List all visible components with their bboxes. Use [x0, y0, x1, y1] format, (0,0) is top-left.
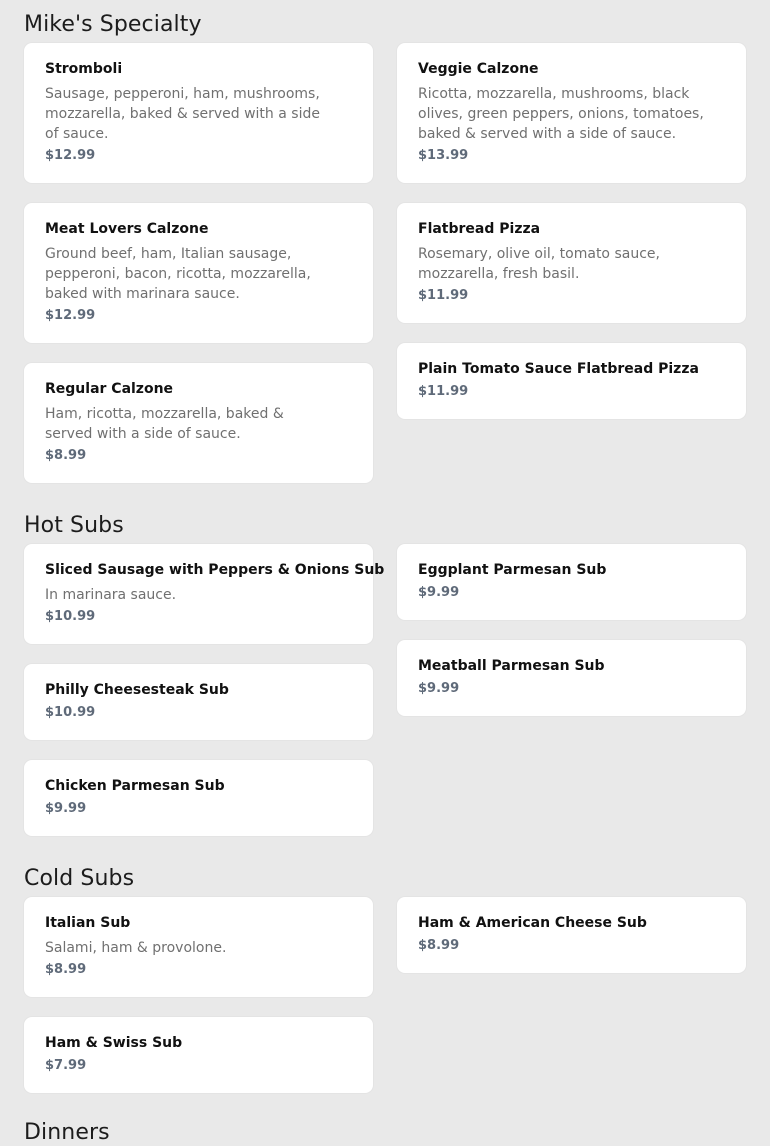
item-description: Salami, ham & provolone. — [45, 940, 227, 956]
menu-item-card[interactable] — [397, 897, 746, 973]
item-price: $8.99 — [45, 448, 87, 463]
menu-item-card[interactable] — [397, 343, 746, 419]
item-description: Ricotta, mozzarella, mushrooms, black olives, green peppers, onions, tomatoes, baked & served with a side of sauce. — [418, 86, 704, 142]
menu-item-card[interactable] — [397, 640, 746, 716]
menu-item-card[interactable] — [24, 760, 373, 836]
item-name: Philly Cheesesteak Sub — [45, 682, 229, 698]
item-name: Plain Tomato Sauce Flatbread Pizza — [418, 361, 699, 377]
menu-item-card[interactable] — [397, 203, 746, 323]
item-description: Ground beef, ham, Italian sausage, pepperoni, bacon, ricotta, mozzarella, baked with marinara sauce. — [45, 246, 311, 302]
item-price: $8.99 — [45, 962, 87, 977]
menu-item-card[interactable] — [24, 363, 373, 483]
menu-item-card[interactable] — [24, 664, 373, 740]
item-name: Stromboli — [45, 61, 123, 77]
section-title-mikes-specialty: Mike's Specialty — [24, 12, 202, 37]
menu-item-card[interactable] — [397, 43, 746, 183]
item-name: Meat Lovers Calzone — [45, 221, 209, 237]
item-price: $10.99 — [45, 609, 96, 624]
menu-item-card[interactable] — [24, 1017, 373, 1093]
item-price: $8.99 — [418, 938, 460, 953]
item-price: $10.99 — [45, 705, 96, 720]
item-price: $9.99 — [418, 681, 460, 696]
item-description: Sausage, pepperoni, ham, mushrooms, mozzarella, baked & served with a side of sauce. — [45, 86, 320, 142]
item-name: Eggplant Parmesan Sub — [418, 562, 607, 578]
section-title-dinners: Dinners — [24, 1120, 110, 1145]
item-price: $11.99 — [418, 384, 469, 399]
menu-item-card[interactable] — [24, 544, 385, 644]
item-name: Ham & American Cheese Sub — [418, 915, 647, 931]
item-price: $11.99 — [418, 288, 469, 303]
item-price: $12.99 — [45, 148, 96, 163]
menu-item-card[interactable] — [24, 897, 373, 997]
item-name: Regular Calzone — [45, 381, 174, 397]
item-name: Veggie Calzone — [418, 61, 539, 77]
menu-item-card[interactable] — [24, 43, 373, 183]
item-name: Italian Sub — [45, 915, 131, 931]
item-name: Chicken Parmesan Sub — [45, 778, 225, 794]
item-price: $9.99 — [45, 801, 87, 816]
item-description: Ham, ricotta, mozzarella, baked & served with a side of sauce. — [45, 406, 284, 442]
item-price: $9.99 — [418, 585, 460, 600]
item-name: Ham & Swiss Sub — [45, 1035, 183, 1051]
menu-item-card[interactable] — [397, 544, 746, 620]
menu-item-card[interactable] — [24, 203, 373, 343]
item-name: Meatball Parmesan Sub — [418, 658, 605, 674]
section-title-hot-subs: Hot Subs — [24, 513, 124, 538]
item-description: In marinara sauce. — [45, 587, 177, 603]
item-price: $13.99 — [418, 148, 469, 163]
item-name: Sliced Sausage with Peppers & Onions Sub — [45, 562, 385, 578]
item-name: Flatbread Pizza — [418, 221, 541, 237]
section-title-cold-subs: Cold Subs — [24, 866, 135, 891]
item-description: Rosemary, olive oil, tomato sauce, mozzarella, fresh basil. — [418, 246, 660, 282]
item-price: $7.99 — [45, 1058, 87, 1073]
item-price: $12.99 — [45, 308, 96, 323]
